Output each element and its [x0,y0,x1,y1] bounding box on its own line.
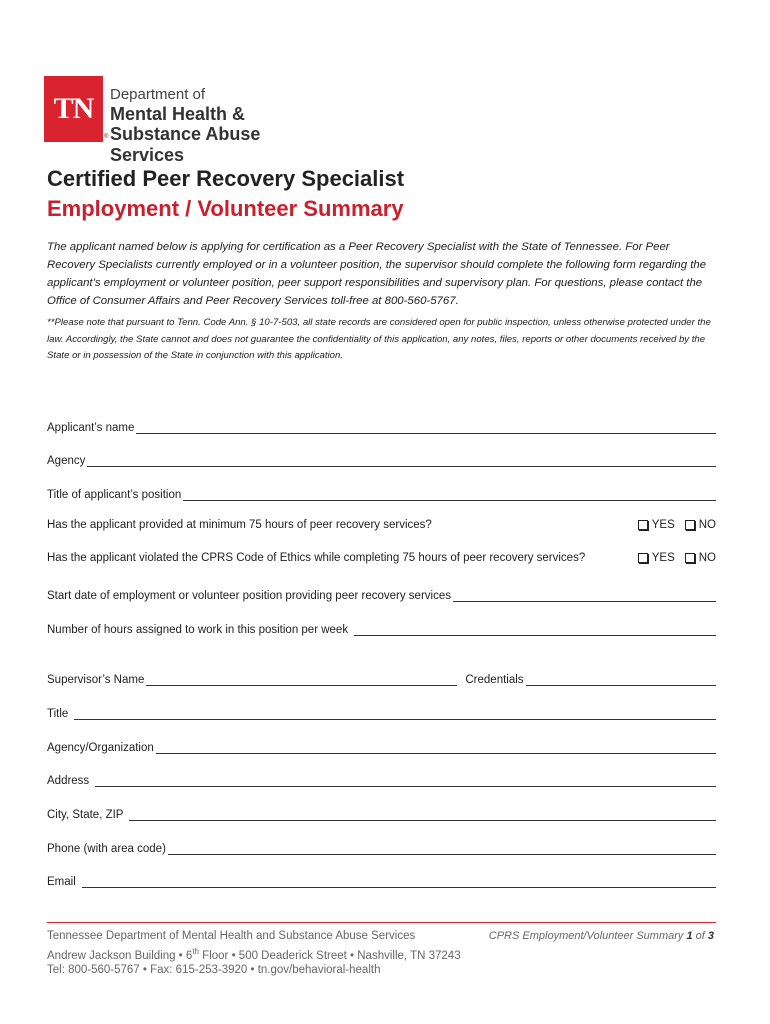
applicant-name-field[interactable] [136,421,716,434]
applicant-name-label: Applicant’s name [47,422,135,434]
footer-divider [47,922,716,923]
ethics-question-row [47,552,716,568]
city-state-zip-row [47,805,716,821]
logo-registered-mark: ® [104,134,109,140]
hours-question-text: Has the applicant provided at minimum 75 hours of peer recovery services? [47,519,432,531]
ethics-no-option[interactable] [685,552,716,564]
phone-label: Phone (with area code) [47,843,166,855]
hours-question-row [47,519,716,535]
agency-row [47,451,716,467]
start-date-row [47,586,716,602]
checkbox-icon[interactable] [685,553,695,563]
ethics-question-text: Has the applicant violated the CPRS Code of Ethics while completing 75 hours of peer recovery services? [47,552,586,564]
supervisor-name-field[interactable] [146,673,457,686]
page-indicator [489,930,714,942]
page-of: of [692,930,708,942]
hours-yes-label: YES [651,519,675,531]
document-title: Certified Peer Recovery Specialist [47,166,405,191]
ethics-yes-option[interactable] [638,552,675,564]
email-label: Email [47,876,76,888]
agency-label: Agency [47,455,86,467]
phone-field[interactable] [168,842,716,855]
supervisor-title-row [47,704,716,720]
tn-logo-mark: TN [44,76,103,142]
city-state-zip-label: City, State, ZIP [47,809,124,821]
agency-field[interactable] [87,454,716,467]
tn-mhsas-logo [44,76,334,165]
hours-no-option[interactable] [685,519,716,531]
applicant-title-field[interactable] [183,488,716,501]
footer-address-part1: Andrew Jackson Building • 6 [47,949,193,962]
logo-text-line3: Substance Abuse Services [110,124,261,165]
weekly-hours-field[interactable] [354,623,716,636]
footer-address-sup: th [192,947,199,956]
start-date-label: Start date of employment or volunteer position providing peer recovery services [47,590,451,602]
ethics-no-label: NO [698,552,716,564]
email-field[interactable] [82,875,716,888]
page-total: 3 [707,930,714,942]
checkbox-icon[interactable] [638,553,648,563]
footer-contact: Tel: 800-560-5767 • Fax: 615-253-3920 • tn.gov/behavioral-health [47,964,381,976]
address-field[interactable] [95,774,716,787]
document-subtitle: Employment / Volunteer Summary [47,196,404,221]
supervisor-title-label: Title [47,708,69,720]
organization-field[interactable] [156,741,716,754]
credentials-field[interactable] [526,673,716,686]
address-label: Address [47,775,90,787]
footer-address [47,947,461,962]
page-doc-name: CPRS Employment/Volunteer Summary [488,930,687,942]
weekly-hours-label: Number of hours assigned to work in this position per week [47,624,349,636]
phone-row [47,839,716,855]
email-row [47,872,716,888]
weekly-hours-row [47,620,716,636]
checkbox-icon[interactable] [638,520,648,530]
applicant-title-row [47,485,716,501]
applicant-title-label: Title of applicant’s position [47,489,182,501]
address-row [47,771,716,787]
supervisor-title-field[interactable] [74,707,716,720]
hours-yes-option[interactable] [638,519,675,531]
logo-text-line1: Department of [110,86,206,103]
ethics-question-options [634,552,716,564]
credentials-label: Credentials [465,674,524,686]
footer-department: Tennessee Department of Mental Health and Substance Abuse Services [47,930,416,942]
intro-paragraph: The applicant named below is applying for certification as a Peer Recovery Specialist with the State of Tennessee. For Peer Recovery Specialists currently employed or in a volunteer position, the supervisor should complete the following form regarding the applicant’s employment or volunteer position, peer support responsibilities and supervisory plan. For questions, please contact the Office of Consumer Affairs and Peer Recovery Services toll-free at 800-560-5767. [47,241,707,307]
ethics-yes-label: YES [651,552,675,564]
hours-question-options [628,519,716,531]
confidentiality-note: **Please note that pursuant to Tenn. Code Ann. § 10-7-503, all state records are considered open for public inspection, unless otherwise protected under the law. Accordingly, the State cannot and does not guarantee the confidentiality of this application, any notes, files, reports or other documents received by the State or in possession of the State in conjunction with this application. [47,317,711,361]
supervisor-name-label: Supervisor’s Name [47,674,145,686]
hours-no-label: NO [698,519,716,531]
logo-text-line2: Mental Health & [110,104,246,124]
organization-label: Agency/Organization [47,742,154,754]
applicant-name-row [47,418,716,434]
checkbox-icon[interactable] [685,520,695,530]
start-date-field[interactable] [453,589,716,602]
page-number: 1 [686,930,693,942]
organization-row [47,738,716,754]
supervisor-name-row [47,670,716,686]
footer-address-part2: Floor • 500 Deaderick Street • Nashville, TN 37243 [198,949,461,962]
city-state-zip-field[interactable] [129,808,716,821]
